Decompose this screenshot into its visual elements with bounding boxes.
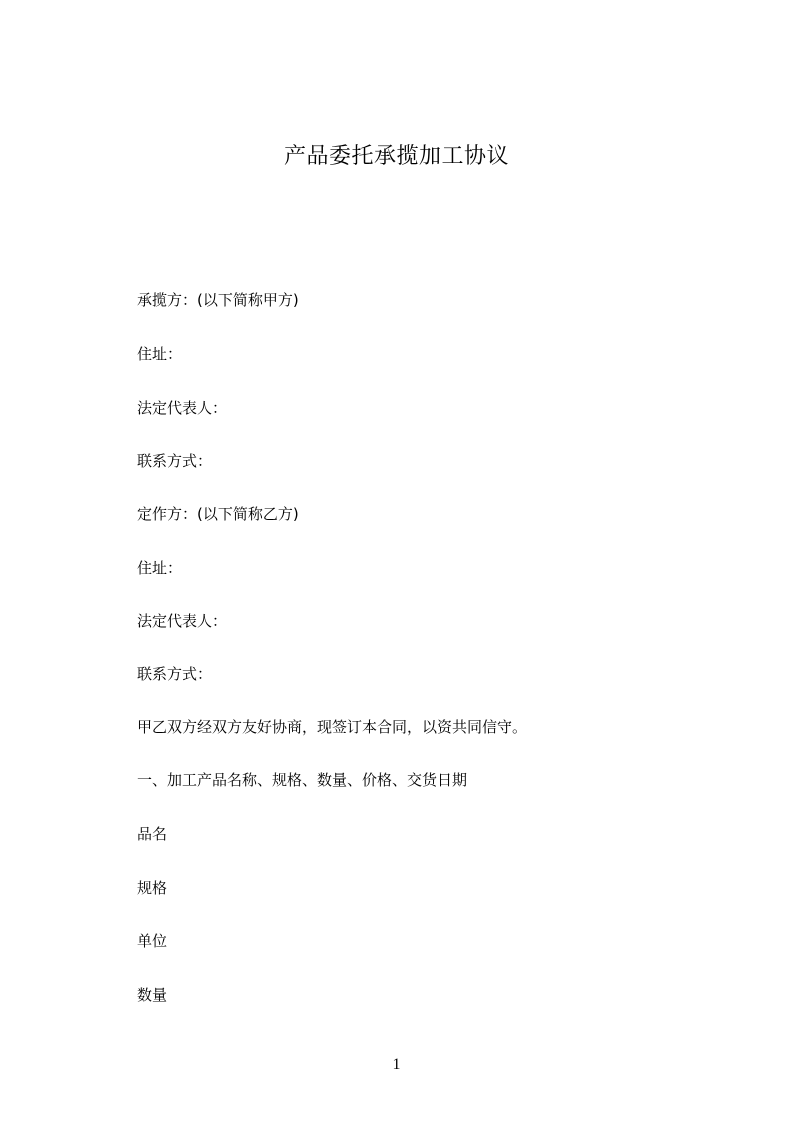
party-a-legal-rep: 法定代表人： xyxy=(137,399,228,417)
party-a-address: 住址： xyxy=(137,345,183,363)
field-specification: 规格 xyxy=(137,879,168,897)
field-unit: 单位 xyxy=(137,932,168,950)
field-product-name: 品名 xyxy=(137,825,168,843)
party-b-address: 住址： xyxy=(137,559,183,577)
section-heading-1: 一、加工产品名称、规格、数量、价格、交货日期 xyxy=(137,771,468,789)
party-a-contact: 联系方式： xyxy=(137,452,213,470)
field-quantity: 数量 xyxy=(137,986,168,1004)
party-a-label: 承揽方：(以下简称甲方) xyxy=(137,291,299,309)
document-title: 产品委托承揽加工协议 xyxy=(283,144,509,169)
agreement-intro: 甲乙双方经双方友好协商，现签订本合同，以资共同信守。 xyxy=(137,718,528,736)
party-b-label: 定作方：(以下简称乙方) xyxy=(137,505,299,523)
party-b-contact: 联系方式： xyxy=(137,665,213,683)
party-b-legal-rep: 法定代表人： xyxy=(137,612,228,630)
page-number: 1 xyxy=(392,1056,401,1073)
